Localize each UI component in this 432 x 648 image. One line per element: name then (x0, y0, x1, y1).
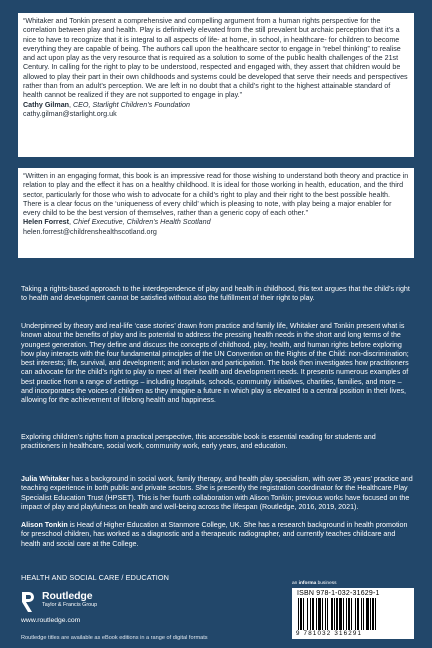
barcode-bar (348, 598, 350, 630)
barcode-bar (334, 598, 335, 630)
barcode-bar (307, 598, 308, 630)
barcode-bar (361, 598, 362, 630)
author-bio-tonkin (21, 521, 413, 549)
barcode-bar (346, 598, 347, 630)
subject-category: HEALTH AND SOCIAL CARE / EDUCATION (21, 573, 170, 582)
quote-author-email: helen.forrest@childrenshealthscotland.org (23, 227, 157, 236)
barcode-bar (357, 598, 359, 630)
barcode-bar (370, 598, 371, 630)
barcode-bar (351, 598, 352, 630)
author-name: Alison Tonkin (21, 521, 68, 529)
quote-author-name: Cathy Gilman (23, 100, 70, 109)
publisher-name: Routledge (42, 590, 93, 602)
tag-prefix: an (292, 581, 299, 586)
barcode-icon (298, 598, 408, 630)
barcode-bar (336, 598, 338, 630)
author-bio-text: has a background in social work, family therapy, and health play specialism, with over 35 years’ practice and teaching experience in both public and private sectors. She is presently the registration coordinator for the Healthcare Play Specialist Education Trust (HPSET). This is her fourth collaboration with Alison Tonkin; previous works have focused on the impact of play and playfulness on health and well-being across the lifespan (Routledge, 2016, 2019, 2021). (21, 475, 413, 511)
barcode-bar (363, 598, 364, 630)
publisher-group: Taylor & Francis Group (42, 602, 98, 608)
barcode-bar (322, 598, 323, 630)
barcode-bar (303, 598, 304, 630)
routledge-r-icon (20, 590, 38, 614)
barcode-bar (298, 598, 299, 630)
quote-body: “Whitaker and Tonkin present a comprehensive and compelling argument from a human rights perspective for the correlation between play and health. Play is definitively elevated from the still prevalent but archaic perception that it’s a nice to have to recognize that it is integral to all aspects of life- at home, in school, in healthcare- for children to become everything they are capable of being. The authors call upon the healthcare sector to engage in “rebel thinking” to realise and act upon play as the very resource that is required as a solution to some of the public health challenges of the 21st Century. In calling for the right to play to be understood, respected and engaged with, they assert that children would be allowed to play their part in their own childhoods and systems could be developed that serve their needs and perspectives rather than from an adult’s perception. We are left in no doubt that a child’s right to the highest attainable standard of health cannot be realized if they are not supported to engage in play.” (23, 17, 408, 100)
quote-author-role: Chief Executive, Children’s Health Scotland (73, 218, 211, 227)
tag-suffix: business (316, 581, 337, 586)
barcode-bar (339, 598, 342, 630)
author-bio-text: is Head of Higher Education at Stanmore College, UK. She has a research background in health promotion for preschool children, has worked as a diagnostic and a therapeutic radiographer, and currently teaches childcare and health and social care at the College. (21, 521, 408, 548)
description-intro: Taking a rights-based approach to the interdependence of play and health in childhood, this text argues that the child’s right to health and development cannot be satisfied without also the fulfillment of their right to play. (21, 285, 410, 303)
endorsement-quote-gilman (18, 13, 414, 157)
barcode-bar (343, 598, 344, 630)
publisher-website: www.routledge.com (21, 617, 81, 624)
barcode-bar (318, 598, 321, 630)
author-name: Julia Whitaker (21, 475, 70, 483)
description-main: Underpinned by theory and real-life ‘case stories’ drawn from practice and family life, Whitaker and Tonkin present what is known about the benefits of play and its potential to address the pressing health needs in the short and long terms of the youngest generation. They define and discuss the concepts of childhood, play, health, and human rights before exploring how play interacts with the four fundamental principles of the UN Convention on the Rights of the Child: non-discrimination; best interests; life, survival, and development; and inclusion and participation. The book then investigates how practitioners can advocate for the child’s right to play to meet all their health and development needs. It presents numerous examples of best practice from a range of settings – including hospitals, schools, community initiatives, charities, families, and more – and incorporates the voices of children as they imagine a future in which play is elevated to a central position in their lives, allowing for the achievement of lifelong health and happiness. (21, 322, 409, 405)
barcode-bar (327, 598, 328, 630)
quote-text: “Written in an engaging format, this book is an impressive read for those wishing to understand both theory and practice in relation to play and the effect it has on a healthy childhood. It is ideal for those working in health, education, and the third sector, particularly for those who wish to advocate for a child’s right to play and their right to the best possible health. There is a clear focus on the ‘uniqueness of every child’ which is pleasing to note, with play being a major enabler for every child to be the best version of themselves, rather than a generic copy of each other.” Helen Forrest, Chief Executive, Children’s Health Scotland helen.forrest@childrenshealthscotland.org (23, 172, 409, 236)
isbn-barcode (292, 588, 414, 639)
barcode-bar (366, 598, 369, 630)
description-closing: Exploring children’s rights from a practical perspective, this accessible book is essential reading for students and practitioners in healthcare, social work, community work, early years, and education. (21, 433, 376, 451)
ebook-note: Routledge titles are available as eBook editions in a range of digital formats (21, 635, 208, 641)
quote-text: “Whitaker and Tonkin present a comprehensive and compelling argument from a human rights perspective for the correlation between play and health. Play is definitively elevated from the still prevalent but archaic perception that it’s a nice to have to recognize that it is integral to all aspects of life- at home, in school, in healthcare- for children to become everything they are capable of being. The authors call upon the healthcare sector to engage in “rebel thinking” to realise and act upon play as the very resource that is required as a solution to some of the public health challenges of the 21st Century. In calling for the right to play to be understood, respected and engaged with, they assert that children would be allowed to play their part in their own childhoods and systems could be developed that serve their needs and perspectives rather than from an adult’s perception. We are left in no doubt that a child’s right to the highest attainable standard of health cannot be realized if they are not supported to engage in play.” Cathy Gilman, CEO, Starlight Children’s Foundation cathy.gilman@starlight.org.uk (23, 17, 410, 119)
barcode-digits: 9 781032 316291 (296, 630, 363, 637)
barcode-bar (331, 598, 333, 630)
barcode-bar (325, 598, 326, 630)
endorsement-quote-forrest (18, 168, 414, 258)
quote-body: “Written in an engaging format, this book is an impressive read for those wishing to understand both theory and practice in relation to play and the effect it has on a healthy childhood. It is ideal for those working in health, education, and the third sector, particularly for those who wish to advocate for a child’s right to play and their right to the best possible health. There is a clear focus on the ‘uniqueness of every child’ which is pleasing to note, with play being a major enabler for every child to be the best version of themselves, rather than a generic copy of each other.” (23, 172, 409, 218)
quote-author-name: Helen Forrest (23, 218, 70, 227)
barcode-bar (372, 598, 374, 630)
barcode-bar (355, 598, 356, 630)
quote-author-email: cathy.gilman@starlight.org.uk (23, 109, 117, 118)
barcode-bar (375, 598, 376, 630)
barcode-bar (316, 598, 317, 630)
tag-brand: informa (298, 581, 317, 586)
barcode-bar (300, 598, 302, 630)
isbn-label: ISBN 978-1-032-31629-1 (297, 590, 380, 597)
barcode-bar (310, 598, 311, 630)
publisher-logo (20, 590, 130, 620)
barcode-bar (312, 598, 314, 630)
informa-tag (292, 581, 337, 586)
quote-author-role: CEO, Starlight Children’s Foundation (73, 100, 190, 109)
author-bio-whitaker (21, 475, 413, 512)
